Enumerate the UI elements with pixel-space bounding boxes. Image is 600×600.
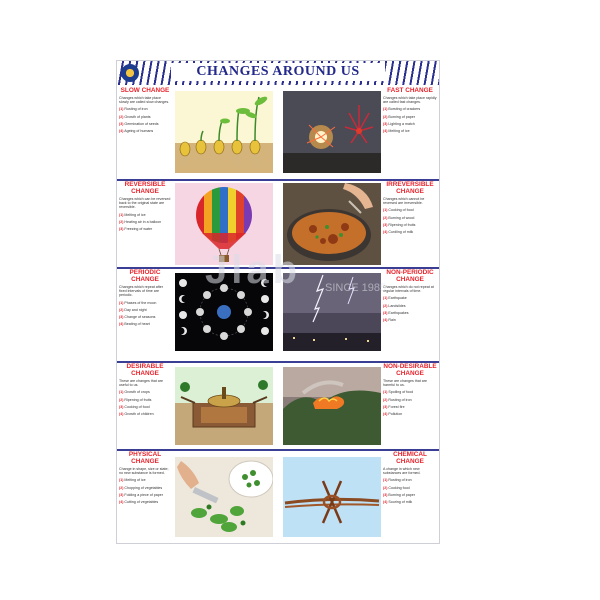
list-item: (3) Freezing of water [119,227,153,232]
hot-air-balloon-image [175,183,273,265]
physical-change-panel [119,451,171,504]
non-desirable-change-panel [383,363,437,416]
list-item: (3) Lighting a match [383,121,415,126]
fast-change-panel [383,87,437,133]
educational-chart [116,60,440,544]
list-item: (4) Cutting of vegetables [119,500,159,505]
list-item: (4) Curdling of milk [383,230,414,235]
list-item: (4) Melting of ice [383,129,410,134]
row-periodic [117,269,439,361]
section-heading: DESIRABLE CHANGE [126,363,164,377]
section-intro: These are changes that are harmful to us. [383,379,427,388]
list-item: (2) Cooking food [383,485,410,490]
cooking-pot-image [283,183,381,265]
list-item: (3) Folding a piece of paper [119,492,163,497]
list-item: (1) Spoiling of food [383,390,414,395]
list-item: (1) Cooking of food [383,208,414,213]
chemical-change-panel [383,451,437,504]
section-heading: IRREVERSIBLE CHANGE [386,181,434,195]
desirable-change-panel [119,363,171,416]
section-heading: NON-DESIRABLE CHANGE [383,363,437,377]
seed-germination-image [175,91,273,173]
list-item: (2) Ripening of fruits [119,397,152,402]
list-item: (1) Bursting of crackers [383,107,421,112]
list-item: (4) Ageing of humans [119,129,154,134]
section-intro: Changes which can be reversed back to the original state are reversible. [119,197,171,210]
list-item: (2) Rusting of iron [383,397,412,402]
periodic-change-panel [119,269,171,326]
list-item: (4) Rain [383,318,396,323]
biogas-plant-image [175,367,273,445]
section-heading: NON-PERIODIC CHANGE [386,269,434,283]
list-item: (4) Pollution [383,412,403,417]
section-intro: A change in which new substances are formed. [383,467,421,476]
section-intro: These are changes that are useful to us. [119,379,163,388]
list-item: (3) Ripening of fruits [383,222,416,227]
list-item: (2) Chopping of vegetables [119,485,163,490]
list-item: (3) Forest fire [383,404,405,409]
publisher-logo-icon [121,64,139,82]
list-item: (1) Rusting of iron [119,107,148,112]
chart-header [117,61,439,85]
list-item: (2) Growth of plants [119,114,151,119]
reversible-change-panel [119,181,171,231]
irreversible-change-panel [383,181,437,234]
list-item: (3) Change of seasons [119,315,156,320]
list-item: (3) Cooking of food [119,404,150,409]
list-item: (3) Germination of seeds [119,121,159,126]
row-physical-chemical [117,451,439,543]
list-item: (2) Landslides [383,303,406,308]
forest-fire-image [283,367,381,445]
list-item: (4) Growth of children [119,412,154,417]
section-intro: Change in shape, size or state; no new substance is formed. [119,467,169,476]
section-intro: Changes which take place slowly are called slow changes. [119,96,170,105]
section-heading: PHYSICAL CHANGE [128,451,162,465]
list-item: (4) Souring of milk [383,500,413,505]
rusted-wire-image [283,457,381,537]
non-periodic-change-panel [383,269,437,322]
section-intro: Changes which cannot be reversed are irreversible. [383,197,425,206]
section-intro: Changes which do not repeat at regular intervals of time. [383,285,434,294]
list-item: (2) Burning of paper [383,114,415,119]
chart-title: CHANGES AROUND US [171,63,385,81]
slow-change-panel [119,87,171,133]
list-item: (1) Earthquake [383,296,407,301]
section-heading: FAST CHANGE [387,87,433,94]
row-slow-fast [117,87,439,179]
list-item: (3) Burning of paper [383,492,415,497]
section-intro: Changes which repeat after fixed intervals of time are periodic. [119,285,163,298]
list-item: (2) Burning of wood [383,215,415,220]
chopping-vegetables-image [175,457,273,537]
list-item: (1) Growth of crops [119,390,150,395]
fireworks-image [283,91,381,173]
section-heading: REVERSIBLE CHANGE [124,181,166,195]
row-desirable [117,363,439,449]
list-item: (1) Phases of the moon [119,300,157,305]
watermark-logo: Jlab [205,248,302,292]
section-heading: SLOW CHANGE [120,87,170,94]
list-item: (1) Melting of ice [119,212,146,217]
list-item: (2) Heating air in a balloon [119,219,162,224]
list-item: (2) Day and night [119,307,147,312]
lightning-storm-image [283,273,381,351]
list-item: (1) Rusting of iron [383,478,412,483]
list-item: (4) Beating of heart [119,322,150,327]
list-item: (1) Melting of ice [119,478,146,483]
section-heading: CHEMICAL CHANGE [393,451,427,465]
watermark-since: SINCE 1985 [325,282,387,294]
row-reversible [117,181,439,267]
section-heading: PERIODIC CHANGE [129,269,161,283]
section-intro: Changes which take place rapidly are called fast changes. [383,96,437,105]
list-item: (3) Earthquakes [383,310,409,315]
moon-phases-image [175,273,273,351]
